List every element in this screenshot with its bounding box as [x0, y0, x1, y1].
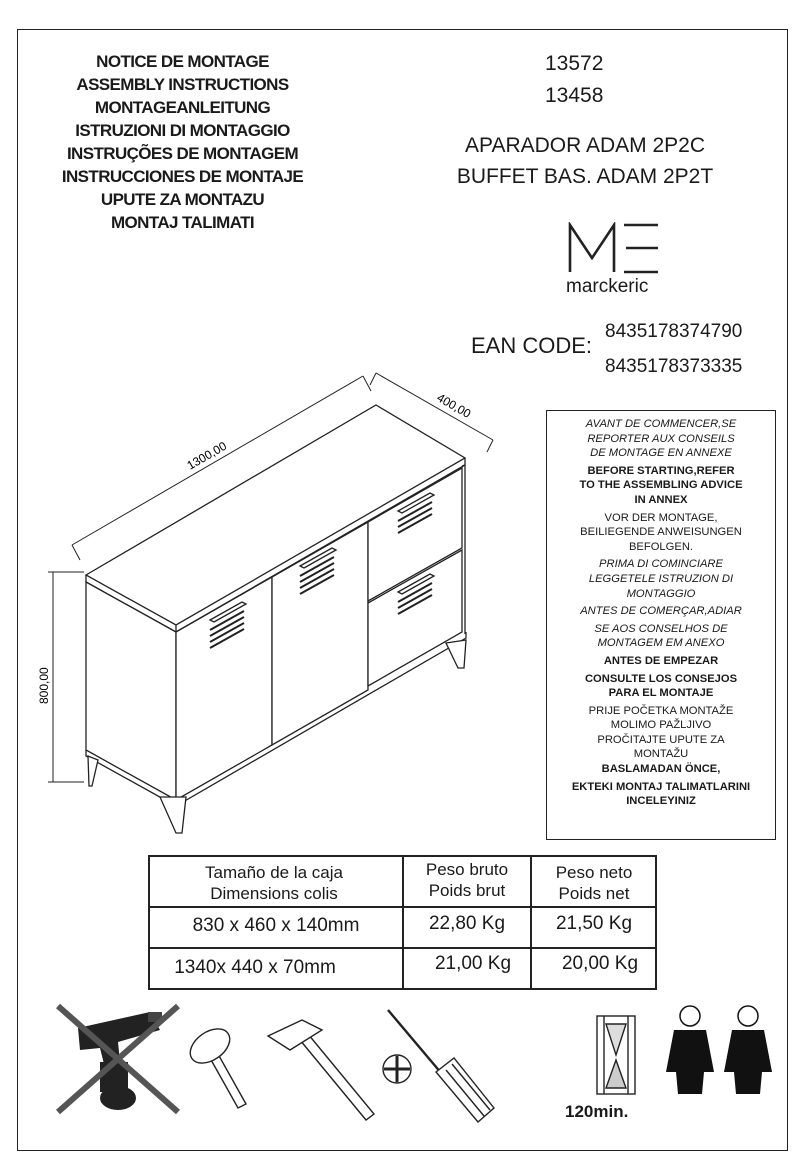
notice-line: VOR DER MONTAGE,: [604, 511, 718, 524]
two-persons-icon: [666, 1006, 772, 1094]
row1-net: 21,50 Kg: [555, 913, 633, 934]
ean-code-2: 8435178373335: [605, 356, 743, 377]
title-en: ASSEMBLY INSTRUCTIONS: [76, 75, 289, 94]
title-it: ISTRUZIONI DI MONTAGGIO: [75, 121, 290, 140]
notice-line: BASLAMADAN ÖNCE,: [601, 763, 721, 776]
header-gross-weight: Peso bruto Poids brut: [425, 860, 509, 900]
notice-line: MONTAGGIO: [626, 587, 696, 600]
title-de: MONTAGEANLEITUNG: [94, 98, 271, 117]
title-es: INSTRUCCIONES DE MONTAJE: [61, 167, 304, 186]
dimension-width-label: 1300,00: [184, 438, 230, 473]
notice-line: ANTES DE COMERÇAR,ADIAR: [580, 605, 742, 618]
notice-line: CONSULTE LOS CONSEJOS: [584, 672, 738, 685]
notice-line: SE AOS CONSELHOS DE: [594, 622, 728, 635]
title-hr: UPUTE ZA MONTAZU: [100, 190, 265, 209]
notice-line: MOLIMO PAŽLJIVO: [610, 719, 712, 732]
reference-1: 13572: [545, 52, 604, 75]
ean-label: EAN CODE:: [471, 333, 593, 358]
phillips-screw-icon: [383, 1055, 411, 1083]
assembly-time: 120min.: [565, 1102, 629, 1121]
header-net-weight: Peso neto Poids net: [555, 863, 633, 903]
dimension-depth-label: 400,00: [434, 390, 474, 421]
row2-gross: 21,00 Kg: [434, 953, 512, 974]
notice-line: PRIMA DI COMINCIARE: [599, 558, 723, 571]
product-name-fr: BUFFET BAS. ADAM 2P2T: [456, 165, 714, 188]
row2-size: 1340x 440 x 70mm: [174, 957, 336, 978]
no-power-drill-icon: [58, 1006, 178, 1112]
notice-line: AVANT DE COMMENCER,SE: [585, 418, 737, 430]
notice-line: MONTAŽU: [633, 748, 689, 761]
notice-line: LEGGETELE ISTRUZION DI: [588, 572, 734, 585]
notice-line: IN ANNEX: [634, 493, 688, 506]
notice-line: EKTEKI MONTAJ TALIMATLARINI: [571, 780, 751, 793]
mallet-icon: [184, 1022, 246, 1108]
row1-size: 830 x 460 x 140mm: [192, 915, 360, 936]
notice-line: PRIJE POČETKA MONTAŽE: [588, 704, 734, 717]
notice-line: MONTAGEM EM ANEXO: [597, 637, 725, 650]
ean-code-1: 8435178374790: [605, 321, 743, 342]
dimension-height-label: 800,00: [37, 667, 51, 704]
notice-line: BEFORE STARTING,REFER: [587, 464, 735, 477]
row1-gross: 22,80 Kg: [428, 913, 506, 934]
hammer-icon: [268, 1020, 374, 1120]
notice-line: INCELEYINIZ: [626, 795, 696, 808]
product-name-es: APARADOR ADAM 2P2C: [464, 134, 705, 157]
reference-2: 13458: [545, 84, 604, 107]
title-pt: INSTRUÇÕES DE MONTAGEM: [66, 144, 299, 163]
notice-line: PARA EL MONTAJE: [608, 687, 714, 700]
hourglass-icon: [597, 1016, 635, 1094]
row2-net: 20,00 Kg: [561, 953, 639, 974]
brand-name: marckeric: [566, 276, 649, 297]
title-fr: NOTICE DE MONTAGE: [96, 52, 269, 71]
title-tr: MONTAJ TALIMATI: [110, 213, 255, 232]
notice-line: REPORTER AUX CONSEILS: [587, 432, 735, 445]
notice-line: BEFOLGEN.: [628, 540, 694, 553]
notice-line: TO THE ASSEMBLING ADVICE: [579, 479, 743, 492]
notice-line: ANTES DE EMPEZAR: [603, 654, 719, 667]
notice-line: DE MONTAGE EN ANNEXE: [590, 447, 732, 460]
notice-line: BEILIEGENDE ANWEISUNGEN: [580, 526, 742, 539]
header-size: Tamaño de la caja Dimensions colis: [205, 863, 343, 903]
notice-line: PROČITAJTE UPUTE ZA: [597, 733, 725, 746]
